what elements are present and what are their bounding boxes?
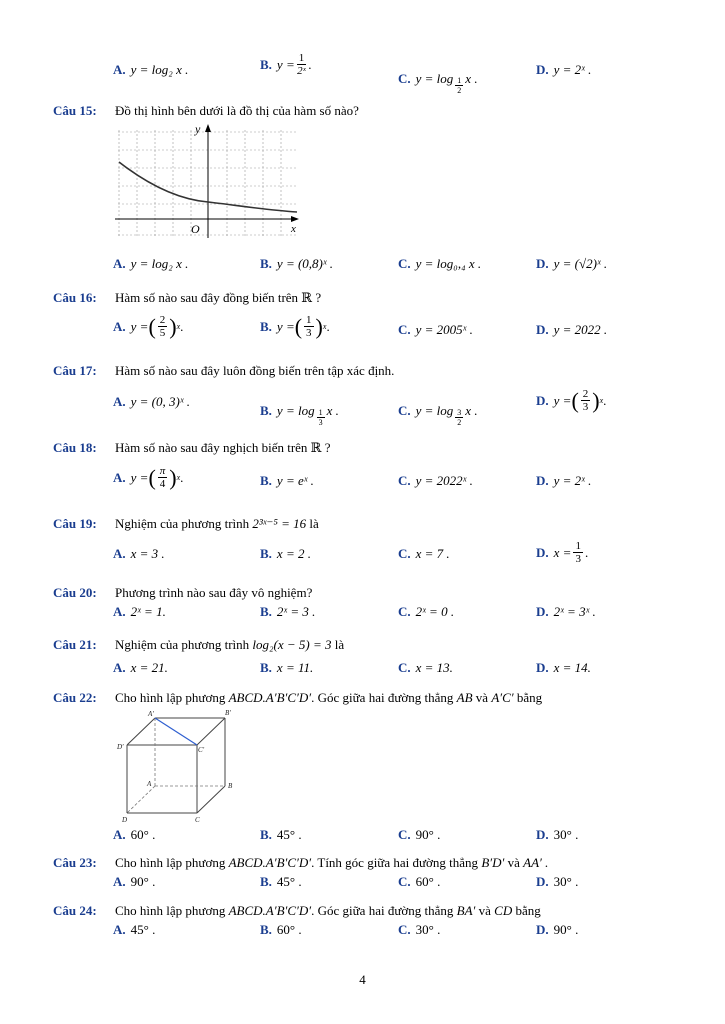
q24-option-a[interactable]: A. 45° . [113, 922, 156, 937]
q15-options [0, 252, 725, 280]
q17-option-a[interactable]: A. y = (0, 3)ˣ . [113, 394, 191, 409]
q18-option-c[interactable]: C. y = 2022ˣ . [398, 473, 473, 488]
q19-stem: Câu 19: Nghiệm của phương trình 2³ˣ⁻⁵ = 16 là [53, 516, 319, 531]
q20-stem: Câu 20: Phương trình nào sau đây vô nghiệm? [53, 585, 313, 600]
q15-stem: Câu 15: Đồ thị hình bên dưới là đồ thị của hàm số nào? [53, 103, 359, 118]
q23-options [0, 870, 725, 898]
q21-options [0, 658, 725, 686]
q20-options [0, 602, 725, 630]
q15-option-a[interactable]: A. y = log₂ x . [113, 256, 189, 271]
q23-stem: Câu 23: Cho hình lập phương ABCD.A′B′C′D′. Tính góc giữa hai đường thẳng B′D′ và AA′ . [53, 855, 549, 870]
q21-option-d[interactable]: D. x = 14. [536, 660, 591, 675]
label-d: D [122, 816, 128, 824]
q22-option-d[interactable]: D. 30° . [536, 827, 579, 842]
q19-option-d[interactable]: D. x = $\frac{1}{3}$ . [536, 540, 589, 565]
q23-option-d[interactable]: D. 30° . [536, 874, 579, 889]
x-arrow-icon [291, 216, 299, 222]
q23-option-b[interactable]: B. 45° . [260, 874, 302, 889]
origin-label: O [191, 222, 200, 236]
q19-option-b[interactable]: B. x = 2 . [260, 546, 311, 561]
label-d1: D′ [117, 743, 124, 751]
q24-options [0, 918, 725, 946]
q19-option-a[interactable]: A. x = 3 . [113, 546, 165, 561]
q15-option-b[interactable]: B. y = (0,8)ˣ . [260, 256, 334, 271]
q14-option-b[interactable]: B. y = $\frac{1}{\text{2ˣ}}$ . [260, 52, 312, 77]
q24-option-d[interactable]: D. 90° . [536, 922, 579, 937]
q18-options [0, 465, 725, 493]
label-b1: B′ [225, 709, 231, 717]
q17-option-d[interactable]: D. y = ( $\frac{2}{3}$ ) x . [536, 387, 607, 413]
q18-option-b[interactable]: B. y = eˣ . [260, 473, 314, 488]
q23-option-a[interactable]: A. 90° . [113, 874, 156, 889]
q24-option-b[interactable]: B. 60° . [260, 922, 302, 937]
q19-options [0, 540, 725, 568]
label-c1: C′ [198, 746, 205, 754]
q22-option-c[interactable]: C. 90° . [398, 827, 441, 842]
q23-option-c[interactable]: C. 60° . [398, 874, 441, 889]
q21-stem: Câu 21: Nghiệm của phương trình log₂(x − 5) = 3 là [53, 637, 345, 652]
q17-option-b[interactable]: B. y = log $\frac{1}{3}$ x . [260, 402, 339, 427]
q15-option-c[interactable]: C. y = log₀,₄ x . [398, 256, 482, 271]
q20-option-c[interactable]: C. 2ˣ = 0 . [398, 604, 455, 619]
q17-stem: Câu 17: Hàm số nào sau đây luôn đồng biến trên tập xác định. [53, 363, 395, 378]
q14-options [0, 52, 725, 95]
q22-option-b[interactable]: B. 45° . [260, 827, 302, 842]
q21-equation: log₂(x − 5) = 3 [252, 637, 332, 652]
page-number: 4 [359, 972, 366, 987]
y-axis-label: y [195, 122, 201, 136]
q14-option-d[interactable]: D. y = 2ˣ . [536, 62, 592, 77]
q19-option-c[interactable]: C. x = 7 . [398, 546, 450, 561]
label-c: C [195, 816, 200, 824]
q15-graph [115, 122, 303, 240]
q22-option-a[interactable]: A. 60° . [113, 827, 156, 842]
y-arrow-icon [205, 124, 211, 132]
q15-option-d[interactable]: D. y = (√2)ˣ . [536, 256, 608, 271]
q18-option-a[interactable]: A. y = ( $\frac{\pi}{4}$ ) x . [113, 464, 184, 490]
label-a1: A′ [148, 710, 154, 718]
q22-options [0, 823, 725, 851]
q16-option-d[interactable]: D. y = 2022 . [536, 322, 608, 337]
q20-option-b[interactable]: B. 2ˣ = 3 . [260, 604, 316, 619]
q20-option-a[interactable]: A. 2ˣ = 1. [113, 604, 166, 619]
q21-option-a[interactable]: A. x = 21. [113, 660, 168, 675]
q24-stem: Câu 24: Cho hình lập phương ABCD.A′B′C′D′. Góc giữa hai đường thẳng BA′ và CD bằng [53, 903, 541, 918]
q18-option-d[interactable]: D. y = 2ˣ . [536, 473, 592, 488]
q18-stem: Câu 18: Hàm số nào sau đây nghịch biến trên ℝ ? [53, 440, 331, 455]
q22-cube-figure [115, 708, 245, 826]
q14-option-c[interactable]: C. y = log $\frac{1}{2}$ x . [398, 70, 478, 95]
q22-stem: Câu 22: Cho hình lập phương ABCD.A′B′C′D′. Góc giữa hai đường thẳng AB và A′C′ bằng [53, 690, 543, 705]
q19-equation: 2³ˣ⁻⁵ = 16 [252, 516, 307, 531]
q17-options [0, 387, 725, 427]
label-a: A [147, 780, 152, 788]
q16-stem: Câu 16: Hàm số nào sau đây đồng biến trên ℝ ? [53, 290, 322, 305]
q21-option-b[interactable]: B. x = 11. [260, 660, 314, 675]
q16-option-b[interactable]: B. y = ( $\frac{1}{3}$ ) x . [260, 313, 330, 339]
q20-option-d[interactable]: D. 2ˣ = 3ˣ . [536, 604, 596, 619]
q16-option-c[interactable]: C. y = 2005ˣ . [398, 322, 473, 337]
q14-option-a[interactable]: A. y = log₂ x . [113, 62, 189, 77]
q21-option-c[interactable]: C. x = 13. [398, 660, 453, 675]
q16-option-a[interactable]: A. y = ( $\frac{2}{5}$ ) x . [113, 313, 184, 339]
q24-option-c[interactable]: C. 30° . [398, 922, 441, 937]
x-axis-label: x [291, 223, 296, 235]
q16-options [0, 314, 725, 342]
label-b: B [228, 782, 233, 790]
diagonal-a1c1 [155, 718, 197, 745]
q17-option-c[interactable]: C. y = log $\frac{3}{2}$ x . [398, 402, 478, 427]
